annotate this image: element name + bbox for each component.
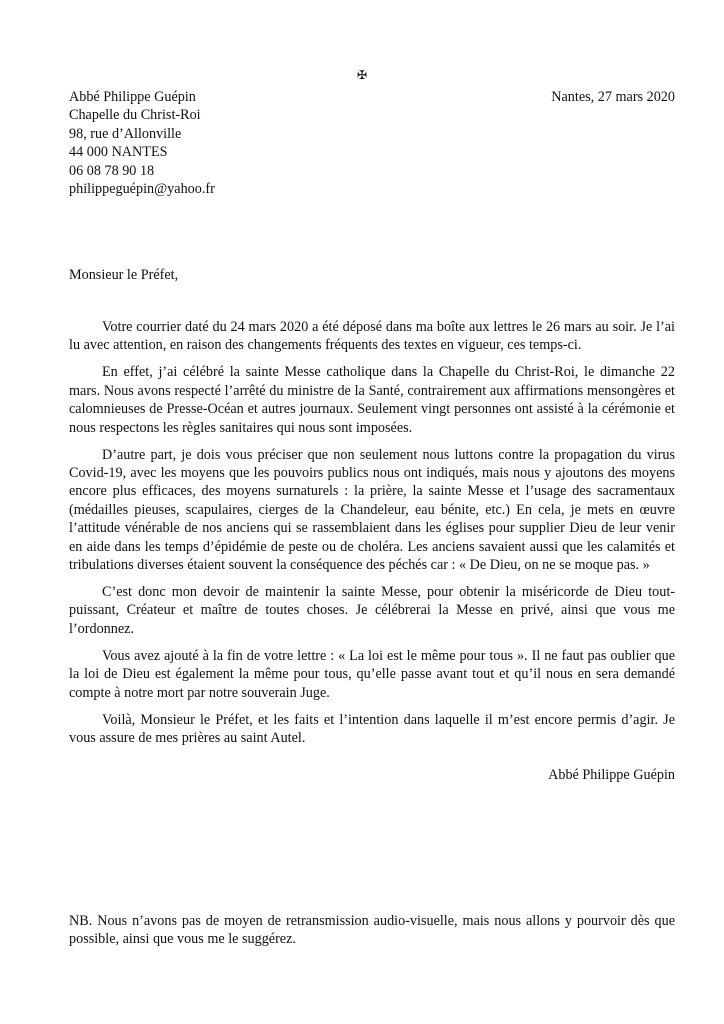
letter-date: Nantes, 27 mars 2020 [551,89,675,105]
paragraph: Votre courrier daté du 24 mars 2020 a été déposé dans ma boîte aux lettres le 26 mars au soir. Je l’ai lu avec attention, en raison des changements fréquents des textes en vigueur, ces temps-ci. [69,319,675,354]
paragraph: D’autre part, je dois vous préciser que non seulement nous luttons contre la propagation du virus Covid-19, avec les moyens que les pouvoirs publics nous ont indiqués, mais nous y ajoutons des moyens encore plus efficaces, des moyens surnaturels : la prière, la sainte Messe et l’usage des sacramentaux (médailles pieuses, scapulaires, cierges de la Chandeleur, eau bénite, etc.) En cela, je mets en œuvre l’attitude vénérable de nos anciens qui se rassemblaient dans les églises pour supplier Dieu de leur venir en aide dans les temps d’épidémie de peste ou de choléra. Les anciens savaient aussi que les calamités et tribulations diverses étaient souvent la conséquence des péchés car : « De Dieu, on ne se moque pas. » [69,446,675,574]
salutation: Monsieur le Préfet, [69,267,179,283]
sender-name: Abbé Philippe Guépin [69,89,196,105]
paragraph: C’est donc mon devoir de maintenir la sainte Messe, pour obtenir la miséricorde de Dieu tout-puissant, Créateur et maître de toutes choses. Je célébrerai la Messe en privé, ainsi que vous me l’ordonnez. [69,584,675,637]
sender-city: 44 000 NANTES [69,144,168,161]
signature: Abbé Philippe Guépin [548,767,675,783]
paragraph: Vous avez ajouté à la fin de votre lettre : « La loi est le même pour tous ». Il ne faut pas oublier que la loi de Dieu est également la même pour tous, qu’elle passe avant tout et qu’il nous en sera demandé compte à notre mort par notre souverain Juge. [69,647,675,701]
letter-body [69,318,675,756]
sender-email: philippeguépin@yahoo.fr [69,181,215,198]
sender-organization: Chapelle du Christ-Roi [69,107,201,124]
sender-address-block [69,88,215,198]
cross-symbol: ✠ [356,68,368,82]
paragraph: Voilà, Monsieur le Préfet, et les faits et l’intention dans laquelle il m’est encore permis d’agir. Je vous assure de mes prières au saint Autel. [69,711,675,747]
postscript: NB. Nous n’avons pas de moyen de retransmission audio-visuelle, mais nous allons y pourvoir dès que possible, ainsi que vous me le suggérez. [69,913,675,948]
paragraph: En effet, j’ai célébré la sainte Messe catholique dans la Chapelle du Christ-Roi, le dimanche 22 mars. Nous avons respecté l’arrêté du ministre de la Santé, contrairement aux affirmations mensongères et calomnieuses de Presse-Océan et autres journaux. Seulement vingt personnes ont assisté à la cérémonie et nous respectons les règles sanitaires qui nous sont imposées. [69,364,675,436]
sender-street: 98, rue d’Allonville [69,125,182,142]
sender-phone: 06 08 78 90 18 [69,162,155,179]
